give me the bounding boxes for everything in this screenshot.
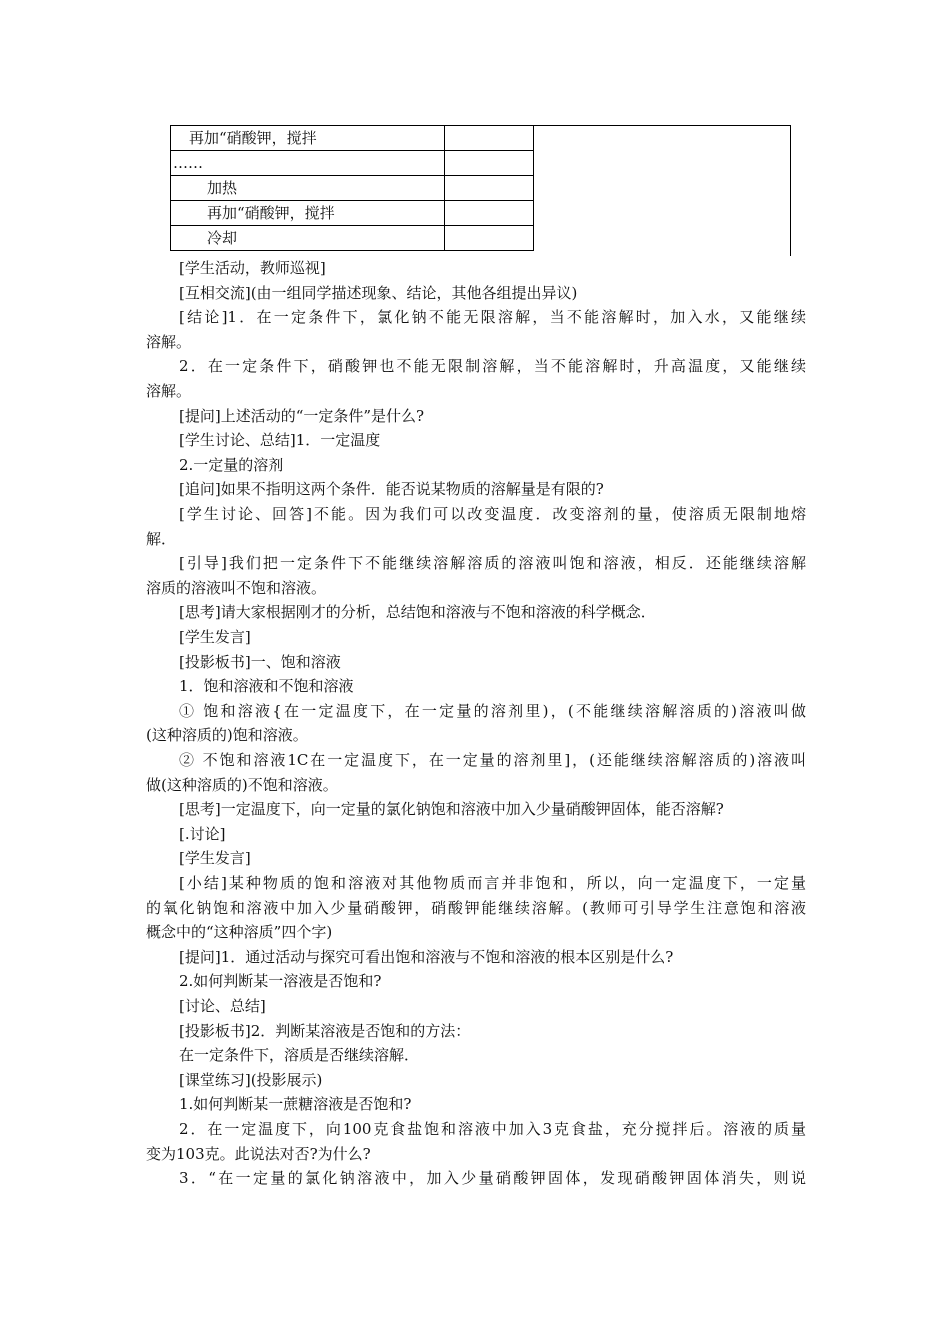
text-line: [学生讨论、总结]1．一定温度 [179,431,381,449]
text-line: [学生发言] [179,849,251,867]
text-line: 1．饱和溶液和不饱和溶液 [179,677,354,695]
text-line: [思考]一定温度下，向一定量的氯化钠饱和溶液中加入少量硝酸钾固体，能否溶解? [179,800,724,818]
text-line: 做(这种溶质的)不饱和溶液。 [146,776,338,794]
text-line: [学生讨论、回答]不能。因为我们可以改变温度．改变溶剂的量，使溶质无限制地熔 [179,505,806,523]
table-cell-step: 再加“硝酸钾，搅拌 [171,201,445,226]
text-line: 溶质的溶液叫不饱和溶液。 [146,579,327,597]
table-cell-step: 加热 [171,176,445,201]
text-line: [.讨论] [179,825,226,843]
table-row [171,226,534,251]
text-line: 溶解。 [146,333,192,351]
text-line: [思考]请大家根据刚才的分析，总结饱和溶液与不饱和溶液的科学概念． [179,603,656,621]
table-cell-step: …… [171,151,445,176]
text-line: 2.一定量的溶剂 [179,456,284,474]
text-line: [投影板书]一、饱和溶液 [179,653,341,671]
table-row [171,201,534,226]
text-line: 在一定条件下，溶质是否继续溶解． [179,1046,420,1064]
text-line: [互相交流](由一组同学描述现象、结论，其他各组提出异议) [179,284,578,302]
text-line: 变为103克。此说法对否?为什么? [146,1145,371,1163]
text-line: [小结]某种物质的饱和溶液对其他物质而言并非饱和，所以，向一定温度下，一定量 [179,874,806,892]
table-row [171,176,534,201]
text-line: [投影板书]2．判断某溶液是否饱和的方法： [179,1022,471,1040]
text-line: 3．“在一定量的氯化钠溶液中，加入少量硝酸钾固体，发现硝酸钾固体消失，则说 [179,1169,806,1187]
text-line: ① 饱和溶液{在一定温度下，在一定量的溶剂里)，(不能继续溶解溶质的)溶液叫做 [179,702,806,720]
table-merged-cell [496,125,791,256]
experiment-table [170,125,534,251]
text-line: [课堂练习](投影展示) [179,1071,323,1089]
text-line: [学生活动，教师巡视] [179,259,326,277]
text-line: ② 不饱和溶液1C在一定温度下，在一定量的溶剂里]，(还能继续溶解溶质的)溶液叫 [179,751,806,769]
text-line: [结论]1．在一定条件下，氯化钠不能无限溶解，当不能溶解时，加入水，又能继续 [179,308,806,326]
text-line: 概念中的“这种溶质”四个字) [146,923,333,941]
text-line: (这种溶质的)饱和溶液。 [146,726,308,744]
text-line: 的氧化钠饱和溶液中加入少量硝酸钾，硝酸钾能继续溶解。(教师可引导学生注意饱和溶液 [146,899,806,917]
text-line: 溶解。 [146,382,192,400]
text-line: [提问]1．通过活动与探究可看出饱和溶液与不饱和溶液的根本区别是什么? [179,948,674,966]
table-row [171,126,534,151]
text-line: [学生发言] [179,628,251,646]
table-cell-step: 再加“硝酸钾，搅拌 [171,126,445,151]
text-line: 2．在一定条件下，硝酸钾也不能无限制溶解，当不能溶解时，升高温度，又能继续 [179,357,806,375]
text-line: [追问]如果不指明这两个条件．能否说某物质的溶解量是有限的? [179,480,604,498]
table-row [171,151,534,176]
text-line: 2．在一定温度下，向100克食盐饱和溶液中加入3克食盐，充分搅拌后。溶液的质量 [179,1120,806,1138]
text-line: 2.如何判断某一溶液是否饱和? [179,972,382,990]
table-cell-step: 冷却 [171,226,445,251]
text-line: [讨论、总结] [179,997,266,1015]
text-line: [引导]我们把一定条件下不能继续溶解溶质的溶液叫饱和溶液，相反．还能继续溶解 [179,554,806,572]
text-line: 解． [146,530,177,548]
text-line: 1.如何判断某一蔗糖溶液是否饱和? [179,1095,412,1113]
text-line: [提问]上述活动的“一定条件”是什么? [179,407,425,425]
